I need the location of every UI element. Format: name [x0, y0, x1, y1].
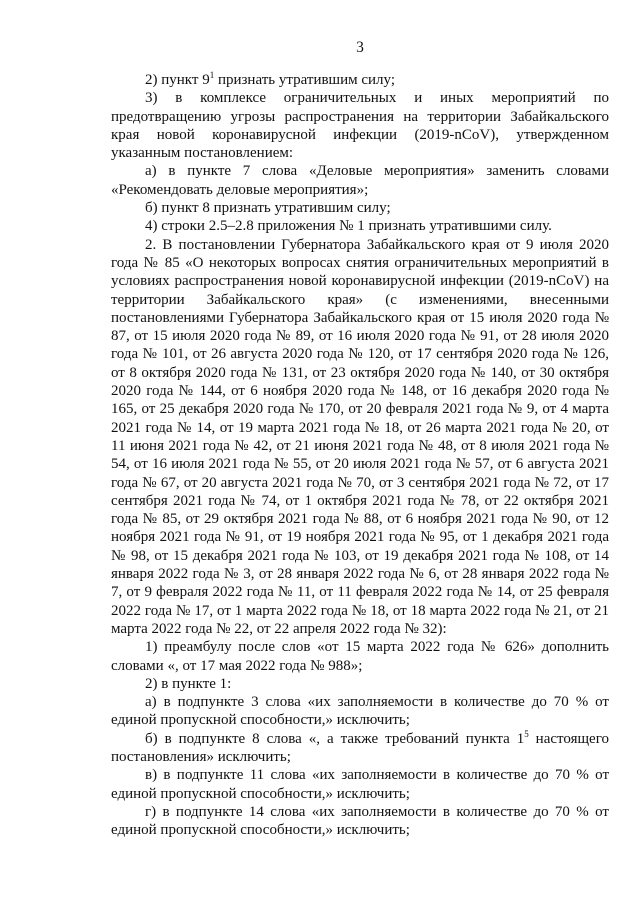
superscript: 5 — [524, 728, 529, 739]
superscript: 1 — [209, 70, 215, 80]
paragraph-text: б) в подпункте 8 слова «, а также требований пункта 1 — [145, 730, 525, 747]
paragraph-subitem-b: б) пункт 8 признать утратившим силу; — [145, 200, 391, 217]
paragraph-item-2 — [111, 71, 609, 89]
paragraph-subitem-g: г) в подпункте 14 слова «их заполняемости в количестве до 70 % от единой пропускной способности,» исключить; — [111, 803, 609, 839]
paragraph-subitem-a: а) в пункте 7 слова «Деловые мероприятия» заменить словами «Рекомендовать деловые мероприятия»; — [111, 163, 609, 198]
paragraph-text: признать утратившим силу; — [214, 72, 396, 88]
paragraph-subitem-b — [111, 730, 609, 767]
paragraph-subitem-a: а) в подпункте 3 слова «их заполняемости в количестве до 70 % от единой пропускной способности,» исключить; — [111, 694, 609, 729]
paragraph-subitem-v: в) в подпункте 11 слова «их заполняемости в количестве до 70 % от единой пропускной способности,» исключить; — [111, 767, 609, 802]
paragraph-text: 2) пункт 9 — [145, 72, 210, 88]
paragraph-text: настоящего постановления» исключить; — [111, 730, 609, 765]
page-number: 3 — [356, 39, 364, 56]
paragraph-item-3: 3) в комплексе ограничительных и иных мероприятий по предотвращению угрозы распространения на территории Забайкальского края новой коронавирусной инфекции (2019-nCoV), утвержденном указанным постановлением: — [111, 90, 609, 162]
paragraph-section-2: 2. В постановлении Губернатора Забайкальского края от 9 июля 2020 года № 85 «О некоторых вопросах снятия ограничительных мероприятий в условиях распространения новой коронавирусной инфекции (2019-nCoV) на территории Забайкальского края» (с изменениями, внесенными постановлениями Губернатора Забайкальского края от 15 июля 2020 года № 87, от 15 июля 2020 года № 89, от 16 июля 2020 года № 91, от 28 июля 2020 года № 101, от 26 августа 2020 года № 120, от 17 сентября 2020 года № 126, от 8 октября 2020 года № 131, от 23 октября 2020 года № 140, от 30 октября 2020 года № 144, от 6 ноября 2020 года № 148, от 16 декабря 2020 года № 165, от 25 декабря 2020 года № 170, от 20 февраля 2021 года № 9, от 4 марта 2021 года № 14, от 19 марта 2021 года № 18, от 26 марта 2021 года № 20, от 11 июня 2021 года № 42, от 21 июня 2021 года № 48, от 8 июля 2021 года № 54, от 16 июля 2021 года № 55, от 20 июля 2021 года № 57, от 6 августа 2021 года № 67, от 20 августа 2021 года № 70, от 3 сентября 2021 года № 72, от 17 сентября 2021 года № 74, от 1 октября 2021 года № 78, от 22 октября 2021 года № 85, от 29 октября 2021 года № 88, от 6 ноября 2021 года № 90, от 12 ноября 2021 года № 91, от 19 ноября 2021 года № 95, от 1 декабря 2021 года № 98, от 15 декабря 2021 года № 103, от 19 декабря 2021 года № 108, от 14 января 2022 года № 3, от 28 января 2022 года № 6, от 28 января 2022 года № 7, от 9 февраля 2022 года № 11, от 11 февраля 2022 года № 14, от 25 февраля 2022 года № 17, от 1 марта 2022 года № 18, от 18 марта 2022 года № 21, от 21 марта 2022 года № 22, от 22 апреля 2022 года № 32): — [111, 236, 609, 637]
document-page — [111, 38, 609, 839]
paragraph-item-2-point-1: 2) в пункте 1: — [145, 675, 232, 692]
paragraph-item-4: 4) строки 2.5–2.8 приложения № 1 признать утратившими силу. — [145, 218, 552, 235]
paragraph-item-1: 1) преамбулу после слов «от 15 марта 2022 года № 626» дополнить словами «, от 17 мая 2022 года № 988»; — [111, 639, 609, 674]
